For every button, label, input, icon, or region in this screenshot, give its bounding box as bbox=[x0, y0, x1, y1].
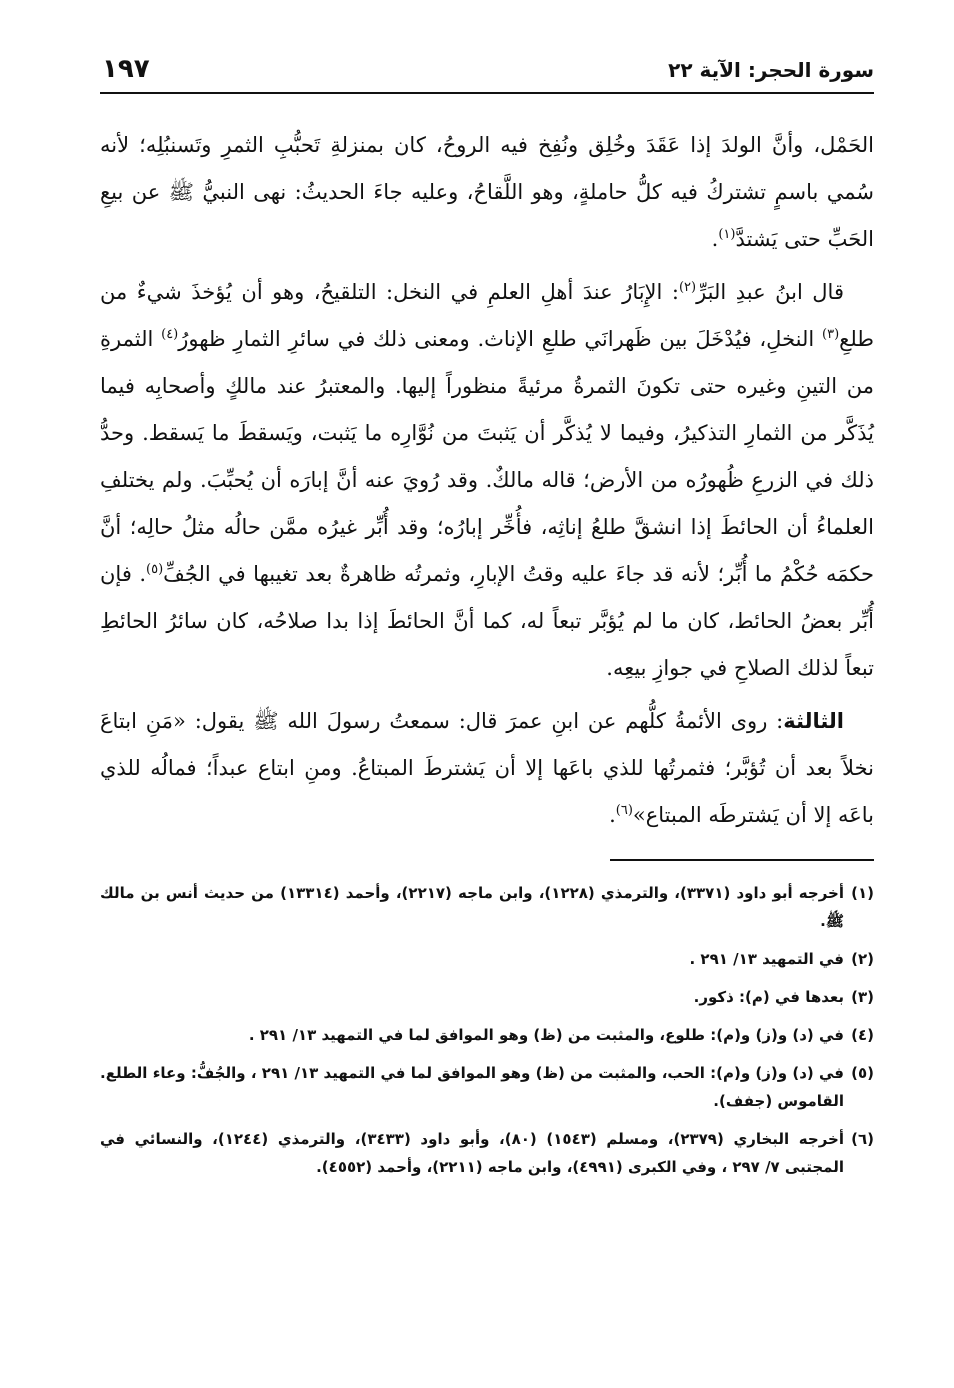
footnote-item bbox=[100, 983, 874, 1011]
paragraph-1 bbox=[100, 122, 874, 263]
paragraph-text: : الإِبَارُ عندَ أهلِ العلمِ في النخل: التلقيحُ، وهو أن يُؤخذَ شيءٌ من طلعِ bbox=[100, 280, 874, 351]
paragraph-end: . bbox=[711, 227, 719, 251]
footnote-item bbox=[100, 1059, 874, 1115]
footnote-number: (١) bbox=[851, 884, 874, 902]
page-number: ١٩٧ bbox=[102, 54, 150, 84]
footnote-number: (٢) bbox=[851, 950, 874, 968]
footnote-ref-3: (٣) bbox=[822, 327, 840, 342]
paragraph-text: النخلِ، فيُدْخَلَ بين ظَهرانَي طلعِ الإناث. ومعنى ذلك في سائرِ الثمارِ ظهورُ bbox=[178, 327, 823, 351]
footnote-item bbox=[100, 879, 874, 935]
footnote-text: في (د) و(ز) و(م): طلوع، والمثبت من (ظ) وهو الموافق لما في التمهيد ١٣/ ٢٩١ . bbox=[248, 1026, 844, 1044]
footnote-item bbox=[100, 1021, 874, 1049]
paragraph-text: : روى الأئمةُ كلُّهم عن ابنِ عمرَ قال: سمعتُ رسولَ الله ﷺ يقول: «مَنِ ابتاعَ نخلاً بعد أن تُؤبَّر؛ فثمرتُها للذي باعَها إلا أن يَشترطَ المبتاعُ. ومنِ ابتاع عبداً؛ فمالُه للذي باعَه إلا أن يَشترطَه المبتاع» bbox=[100, 709, 874, 827]
footnote-separator bbox=[610, 859, 874, 861]
paragraph-end: . bbox=[609, 803, 616, 827]
paragraph-text: . فإن أُبِّر بعضُ الحائط، كان ما لم يُؤبَّر تبعاً له، كما أنَّ الحائطَ إذا بدا صلاحُه، كان سائرُ الحائطِ تبعاً لذلك الصلاحِ في جوازِ بيعِه. bbox=[100, 562, 874, 680]
footnote-number: (٥) bbox=[851, 1064, 874, 1082]
footnote-ref-1: (١) bbox=[718, 227, 736, 242]
footnote-text: بعدها في (م): ذكور. bbox=[693, 988, 844, 1006]
paragraph-2 bbox=[100, 269, 874, 692]
page-header bbox=[100, 52, 874, 94]
paragraph-text: قال ابنُ عبدِ البَرِّ bbox=[696, 280, 844, 304]
footnote-ref-6: (٦) bbox=[615, 803, 633, 818]
footnote-text: في (د) و(ز) و(م): الحب، والمثبت من (ظ) وهو الموافق لما في التمهيد ١٣/ ٢٩١ ، والجُفُّ: وعاء الطلع. القاموس (جفف). bbox=[100, 1064, 844, 1110]
footnote-text: في التمهيد ١٣/ ٢٩١ . bbox=[689, 950, 844, 968]
section-lead-word: الثالثة bbox=[783, 709, 844, 733]
footnotes bbox=[100, 879, 874, 1181]
footnote-number: (٣) bbox=[851, 988, 874, 1006]
paragraph-text: الحَمْل، وأنَّ الولدَ إذا عَقَدَ وخُلِق ونُفِخ فيه الروحُ، كان بمنزلةِ تَحبُّبِ الثمرِ وتَسنبُلِه؛ لأنه سُمي باسمٍ تشتركُ فيه كلُّ حاملةٍ، وهو اللَّقاحُ، وعليه جاءَ الحديثُ: نهى النبيُّ ﷺ عن بيعِ الحَبِّ حتى يَشتدَّ bbox=[100, 133, 874, 251]
footnote-number: (٦) bbox=[851, 1130, 874, 1148]
footnote-text: أخرجه البخاري (٢٣٧٩)، ومسلم (١٥٤٣) (٨٠)، وأبو داود (٣٤٣٣)، والترمذي (١٢٤٤)، والنسائي في المجتبى ٧/ ٢٩٧ ، وفي الكبرى (٤٩٩١)، وابن ماجه (٢٢١١)، وأحمد (٤٥٥٢). bbox=[100, 1130, 844, 1176]
footnote-ref-2: (٢) bbox=[678, 280, 697, 295]
footnote-ref-4: (٤) bbox=[161, 327, 179, 342]
paragraph-text: الثمرةِ من التينِ وغيره حتى تكونَ الثمرةُ مرئيةً منظوراً إليها. والمعتبرُ عند مالكٍ وأصحابِه فيما يُذَكَّر من الثمارِ التذكيرُ، وفيما لا يُذكَّر أن يَثبتَ من نُوَّارِه ما يَثبت، ويَسقطَ ما يَسقط. وحدُّ ذلك في الزرعِ ظُهورُه من الأرض؛ قاله مالكٌ. وقد رُويَ عنه أنَّ إبارَه أن يُحبِّبَ. ولم يختلفِ العلماءُ أن الحائطَ إذا انشقَّ طلعُ إناثِه، فأُخِّر إبارُه؛ وقد أُبِّر غيرُه ممَّن حالُه مثلُ حالِه؛ أنَّ حكمَه حُكْمُ ما أُبِّر؛ لأنه قد جاءَ عليه وقتُ الإبارِ، وثمرتُه ظاهرةٌ بعد تغيبها في الجُفِّ bbox=[100, 327, 874, 586]
main-text bbox=[100, 122, 874, 839]
document-page bbox=[100, 52, 874, 1352]
footnote-ref-5: (٥) bbox=[146, 562, 164, 577]
footnote-item bbox=[100, 1125, 874, 1181]
paragraph-3 bbox=[100, 698, 874, 839]
footnote-number: (٤) bbox=[851, 1026, 874, 1044]
footnote-text: أخرجه أبو داود (٣٣٧١)، والترمذي (١٢٢٨)، وابن ماجه (٢٢١٧)، وأحمد (١٣٣١٤) من حديث أنس بن مالك ﷺ. bbox=[100, 884, 844, 930]
running-title: سورة الحجر: الآية ٢٢ bbox=[668, 58, 874, 82]
footnote-item bbox=[100, 945, 874, 973]
